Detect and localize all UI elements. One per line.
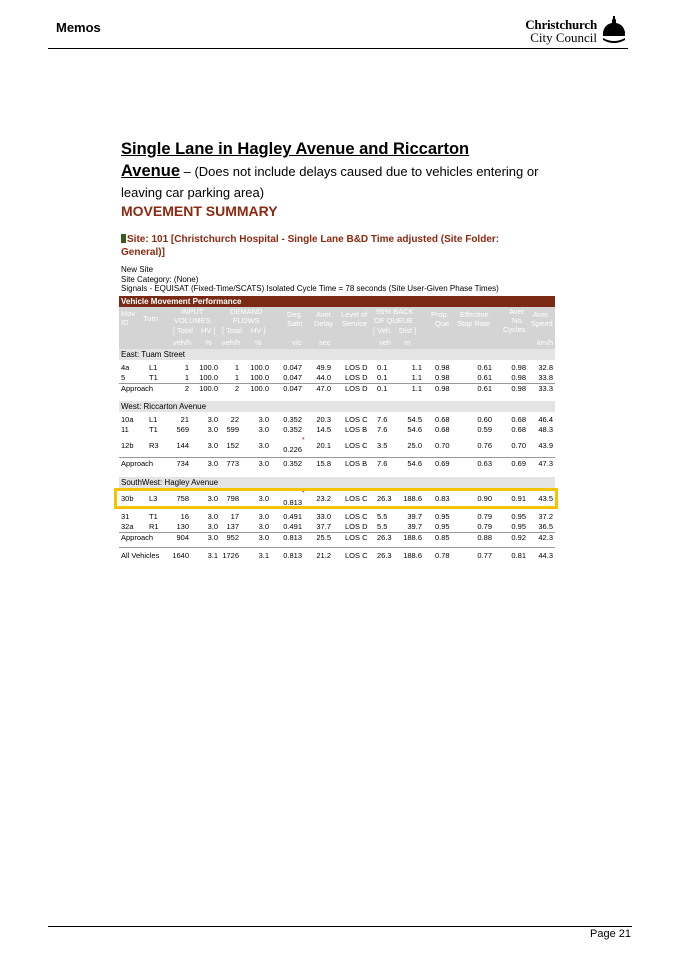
cell-speed: 33.8	[538, 373, 553, 382]
hdr-unit-vc: v/c	[292, 338, 302, 347]
cell-hv: 3.0	[207, 441, 218, 450]
cell-cyc: 0.92	[511, 533, 526, 542]
cell-hv: 3.0	[207, 425, 218, 434]
hdr-aver: Aver.	[316, 310, 333, 319]
cell-flow: 1	[234, 363, 239, 372]
site-title: Site: 101 [Christchurch Hospital - Single Lane B&D Time adjusted (Site Folder: General)]	[121, 234, 500, 258]
cell-delay: 47.0	[316, 384, 331, 393]
cell-delay: 25.5	[316, 533, 331, 542]
cell-turn: T1	[149, 512, 158, 521]
cell-dist: 54.6	[407, 425, 422, 434]
cell-satn: 0.226	[283, 445, 302, 454]
cell-delay: 21.2	[316, 551, 331, 560]
cell-flow: 137	[226, 522, 239, 531]
hdr-unit-sec: sec	[319, 338, 331, 347]
council-logo	[509, 15, 627, 45]
footer-rule	[48, 926, 632, 927]
cell-prop: 0.69	[435, 459, 450, 468]
cell-cyc: 0.81	[511, 551, 526, 560]
cell-los: LOS C	[345, 494, 368, 503]
cell-id: 4a	[121, 363, 130, 372]
cell-hv: 100.0	[199, 384, 218, 393]
cell-prop: 0.98	[435, 373, 450, 382]
cell-prop: 0.70	[435, 441, 450, 450]
cell-satn: 0.491	[283, 522, 302, 531]
hdr-total1: [ Total	[173, 326, 193, 335]
cell-dist: 39.7	[407, 522, 422, 531]
cell-prop: 0.85	[435, 533, 450, 542]
heading-line2-rest: – (Does not include delays caused due to vehicles entering or	[180, 164, 539, 179]
cell-fhv: 100.0	[250, 373, 269, 382]
hdr-service: Service	[342, 319, 368, 328]
hdr-total2: [ Total	[222, 326, 242, 335]
table-row	[119, 425, 555, 435]
cell-eff: 0.61	[477, 373, 492, 382]
cell-speed: 44.3	[538, 551, 553, 560]
cell-veh: 7.6	[377, 459, 388, 468]
table-row	[119, 512, 555, 522]
cell-turn: L1	[149, 415, 158, 424]
cell-speed: 42.3	[538, 533, 553, 542]
cell-vol: 569	[176, 425, 189, 434]
hdr-input: INPUT	[181, 307, 204, 316]
cell-los: LOS C	[345, 441, 368, 450]
meta-new-site: New Site	[121, 265, 154, 274]
cell-speed: 43.5	[538, 494, 553, 503]
cell-eff: 0.77	[477, 551, 492, 560]
cell-vol: 904	[176, 533, 189, 542]
cell-hv: 3.0	[207, 494, 218, 503]
heading-line1: Single Lane in Hagley Avenue and Riccarton	[121, 140, 470, 158]
heading-line3: leaving car parking area)	[121, 185, 265, 200]
cell-cyc: 0.95	[511, 522, 526, 531]
cell-fhv: 3.0	[258, 522, 269, 531]
cell-id: 31	[121, 512, 130, 521]
hdr-unit-vehh1: veh/h	[173, 338, 192, 347]
cell-eff: 0.60	[477, 415, 492, 424]
cell-id: 10a	[121, 415, 134, 424]
table-row	[119, 459, 555, 469]
hdr-hv1: HV ]	[201, 326, 216, 335]
table-row	[119, 551, 555, 561]
logo-line1: Christchurch	[525, 17, 597, 32]
cell-speed: 46.4	[538, 415, 553, 424]
cell-eff: 0.90	[477, 494, 492, 503]
hdr-hv2: HV ]	[251, 326, 266, 335]
hdr-speed: Speed	[531, 319, 553, 328]
cell-eff: 0.79	[477, 522, 492, 531]
cell-los: LOS D	[345, 373, 368, 382]
hdr-mov: Mov	[121, 309, 136, 318]
cell-hv: 3.0	[207, 415, 218, 424]
hdr-unit-kmh: km/h	[537, 338, 554, 347]
hdr-averno: Aver.	[509, 307, 526, 316]
cell-fhv: 3.0	[258, 533, 269, 542]
cell-flow: 1726	[222, 551, 239, 560]
star-30b: *	[302, 490, 305, 497]
cell-flow: 952	[226, 533, 239, 542]
cell-vol: 16	[180, 512, 189, 521]
cell-veh: 5.5	[377, 522, 388, 531]
cell-los: LOS C	[345, 415, 368, 424]
cell-vol: 1640	[172, 551, 189, 560]
cell-cyc: 0.98	[511, 363, 526, 372]
cell-veh: 5.5	[377, 512, 388, 521]
cell-fhv: 3.0	[258, 441, 269, 450]
cell-dist: 25.0	[407, 441, 422, 450]
cell-flow: 152	[226, 441, 239, 450]
cell-id: All Vehicles	[121, 551, 160, 560]
hdr-unit-vehh2: veh/h	[222, 338, 241, 347]
cell-dist: 54.6	[407, 459, 422, 468]
hdr-volumes: VOLUMES	[174, 316, 211, 325]
cathedral-icon	[601, 16, 627, 44]
cell-turn: R1	[149, 522, 159, 531]
cell-prop: 0.98	[435, 384, 450, 393]
cell-veh: 7.6	[377, 415, 388, 424]
cell-vol: 1	[184, 373, 189, 382]
cell-cyc: 0.70	[511, 441, 526, 450]
cell-cyc: 0.91	[511, 494, 526, 503]
hdr-unit-pct2: %	[255, 338, 262, 347]
highlight-box	[114, 488, 558, 509]
cell-delay: 20.1	[316, 441, 331, 450]
hdr-que: Que	[435, 319, 450, 328]
cell-cyc: 0.95	[511, 512, 526, 521]
cell-satn: 0.813	[283, 498, 302, 507]
memos-label: Memos	[56, 20, 101, 35]
table-row	[119, 415, 555, 425]
cell-eff: 0.61	[477, 363, 492, 372]
cell-dist: 188.6	[403, 494, 422, 503]
cell-flow: 1	[234, 373, 239, 382]
cell-id: 30b	[121, 494, 134, 503]
hdr-unit-veh: veh	[379, 338, 392, 347]
hdr-effective: Effective	[460, 310, 489, 319]
logo-line2: City Council	[530, 30, 597, 45]
cell-speed: 33.3	[538, 384, 553, 393]
cell-turn: R3	[149, 441, 159, 450]
cell-hv: 3.0	[207, 522, 218, 531]
cell-delay: 44.0	[316, 373, 331, 382]
hdr-averspeed: Aver.	[533, 310, 550, 319]
cell-fhv: 100.0	[250, 363, 269, 372]
group-east: East: Tuam Street	[119, 349, 555, 360]
cell-speed: 36.5	[538, 522, 553, 531]
row-divider	[119, 457, 555, 458]
table-row	[119, 441, 555, 454]
cell-eff: 0.63	[477, 459, 492, 468]
cell-flow: 22	[230, 415, 239, 424]
cell-veh: 26.3	[377, 551, 392, 560]
row-divider	[119, 547, 555, 548]
hdr-stoprate: Stop Rate	[457, 319, 491, 328]
cell-satn: 0.352	[283, 425, 302, 434]
cell-los: LOS C	[345, 512, 368, 521]
cell-hv: 100.0	[199, 373, 218, 382]
cell-veh: 0.1	[377, 384, 388, 393]
cell-delay: 37.7	[316, 522, 331, 531]
cell-los: LOS C	[345, 551, 368, 560]
cell-vol: 1	[184, 363, 189, 372]
cell-cyc: 0.68	[511, 415, 526, 424]
cell-speed: 32.8	[538, 363, 553, 372]
cell-los: LOS B	[345, 459, 368, 468]
cell-vol: 758	[176, 494, 189, 503]
cell-vol: 734	[176, 459, 189, 468]
cell-veh: 3.5	[377, 441, 388, 450]
cell-vol: 2	[184, 384, 189, 393]
cell-id: 12b	[121, 441, 134, 450]
cell-veh: 26.3	[377, 494, 392, 503]
table-section-title: Vehicle Movement Performance	[119, 296, 555, 307]
cell-delay: 20.3	[316, 415, 331, 424]
hdr-veh: [ Veh.	[373, 326, 393, 335]
cell-hv: 100.0	[199, 363, 218, 372]
cell-fhv: 100.0	[250, 384, 269, 393]
cell-eff: 0.76	[477, 441, 492, 450]
cell-cyc: 0.69	[511, 459, 526, 468]
cell-fhv: 3.0	[258, 494, 269, 503]
cell-dist: 39.7	[407, 512, 422, 521]
hdr-unit-m: m	[404, 338, 411, 347]
star-12b: *	[302, 437, 305, 444]
cell-prop: 0.68	[435, 425, 450, 434]
cell-eff: 0.88	[477, 533, 492, 542]
cell-fhv: 3.0	[258, 415, 269, 424]
hdr-cycles: Cycles	[503, 325, 526, 334]
cell-eff: 0.59	[477, 425, 492, 434]
hdr-flows: FLOWS	[233, 316, 260, 325]
heading-line2	[121, 162, 538, 181]
cell-delay: 15.8	[316, 459, 331, 468]
cell-id: Approach	[121, 384, 154, 393]
cell-hv: 3.1	[207, 551, 218, 560]
hdr-id: ID	[121, 318, 129, 327]
cell-los: LOS D	[345, 363, 368, 372]
cell-satn: 0.047	[283, 384, 302, 393]
cell-delay: 49.9	[316, 363, 331, 372]
hdr-satn: Satn	[287, 319, 303, 328]
cell-fhv: 3.1	[258, 551, 269, 560]
cell-veh: 0.1	[377, 373, 388, 382]
table-header	[119, 307, 555, 349]
page-number: Page 21	[590, 928, 631, 940]
cell-delay: 33.0	[316, 512, 331, 521]
cell-dist: 1.1	[411, 363, 422, 372]
site-meta	[121, 265, 499, 294]
cell-flow: 798	[226, 494, 239, 503]
cell-speed: 37.2	[538, 512, 553, 521]
cell-fhv: 3.0	[258, 425, 269, 434]
table-row	[119, 522, 555, 532]
cell-satn: 0.813	[283, 551, 302, 560]
cell-flow: 773	[226, 459, 239, 468]
group-southwest: SouthWest: Hagley Avenue	[119, 477, 555, 488]
cell-turn: L1	[149, 363, 158, 372]
cell-dist: 54.5	[407, 415, 422, 424]
cell-vol: 21	[180, 415, 189, 424]
cell-delay: 23.2	[316, 494, 331, 503]
cell-hv: 3.0	[207, 533, 218, 542]
cell-eff: 0.79	[477, 512, 492, 521]
cell-los: LOS D	[345, 522, 368, 531]
site-marker-icon	[121, 234, 126, 243]
table-row	[119, 533, 555, 543]
cell-hv: 3.0	[207, 512, 218, 521]
hdr-back: 95% BACK	[376, 307, 414, 316]
cell-veh: 0.1	[377, 363, 388, 372]
cell-prop: 0.95	[435, 522, 450, 531]
meta-signals: Signals - EQUISAT (Fixed-Time/SCATS) Isolated Cycle Time = 78 seconds (Site User-Given Phase Times)	[121, 284, 499, 293]
hdr-unit-pct1: %	[205, 338, 212, 347]
cell-id: 5	[121, 373, 126, 382]
cell-flow: 2	[234, 384, 239, 393]
cell-satn: 0.491	[283, 512, 302, 521]
hdr-prop: Prop.	[431, 310, 449, 319]
cell-eff: 0.61	[477, 384, 492, 393]
cell-cyc: 0.98	[511, 373, 526, 382]
cell-vol: 130	[176, 522, 189, 531]
table-row	[119, 373, 555, 383]
cell-speed: 48.3	[538, 425, 553, 434]
cell-dist: 1.1	[411, 384, 422, 393]
cell-prop: 0.98	[435, 363, 450, 372]
cell-turn: T1	[149, 373, 158, 382]
cell-flow: 17	[230, 512, 239, 521]
cell-hv: 3.0	[207, 459, 218, 468]
cell-id: Approach	[121, 533, 154, 542]
cell-cyc: 0.68	[511, 425, 526, 434]
cell-dist: 188.6	[403, 551, 422, 560]
cell-veh: 26.3	[377, 533, 392, 542]
cell-prop: 0.78	[435, 551, 450, 560]
table-row	[119, 363, 555, 373]
cell-los: LOS C	[345, 533, 368, 542]
cell-prop: 0.83	[435, 494, 450, 503]
cell-satn: 0.813	[283, 533, 302, 542]
cell-flow: 599	[226, 425, 239, 434]
hdr-no: No.	[512, 316, 524, 325]
cell-id: Approach	[121, 459, 154, 468]
cell-dist: 188.6	[403, 533, 422, 542]
cell-id: 32a	[121, 522, 134, 531]
cell-speed: 47.3	[538, 459, 553, 468]
cell-fhv: 3.0	[258, 512, 269, 521]
header-rule	[48, 48, 628, 49]
hdr-turn: Turn	[143, 314, 159, 323]
cell-los: LOS D	[345, 384, 368, 393]
hdr-delay: Delay	[314, 319, 334, 328]
cell-turn: T1	[149, 425, 158, 434]
cell-satn: 0.352	[283, 415, 302, 424]
cell-prop: 0.68	[435, 415, 450, 424]
cell-prop: 0.95	[435, 512, 450, 521]
movement-summary-title: MOVEMENT SUMMARY	[121, 203, 278, 219]
cell-speed: 43.9	[538, 441, 553, 450]
cell-veh: 7.6	[377, 425, 388, 434]
cell-satn: 0.047	[283, 373, 302, 382]
cell-los: LOS B	[345, 425, 368, 434]
cell-fhv: 3.0	[258, 459, 269, 468]
cell-turn: L3	[149, 494, 158, 503]
cell-delay: 14.5	[316, 425, 331, 434]
hdr-ofqueue: OF QUEUE	[374, 316, 414, 325]
hdr-dist: Dist ]	[399, 326, 417, 335]
cell-dist: 1.1	[411, 373, 422, 382]
meta-category: Site Category: (None)	[121, 274, 199, 284]
group-west: West: Riccarton Avenue	[119, 401, 555, 412]
heading-avenue: Avenue	[121, 162, 180, 180]
hdr-deg: Deg.	[287, 310, 303, 319]
cell-satn: 0.352	[283, 459, 302, 468]
cell-vol: 144	[176, 441, 189, 450]
table-row	[119, 384, 555, 394]
cell-cyc: 0.98	[511, 384, 526, 393]
cell-id: 11	[121, 425, 129, 434]
hdr-level: Level of	[341, 310, 368, 319]
hdr-demand: DEMAND	[230, 307, 263, 316]
cell-satn: 0.047	[283, 363, 302, 372]
